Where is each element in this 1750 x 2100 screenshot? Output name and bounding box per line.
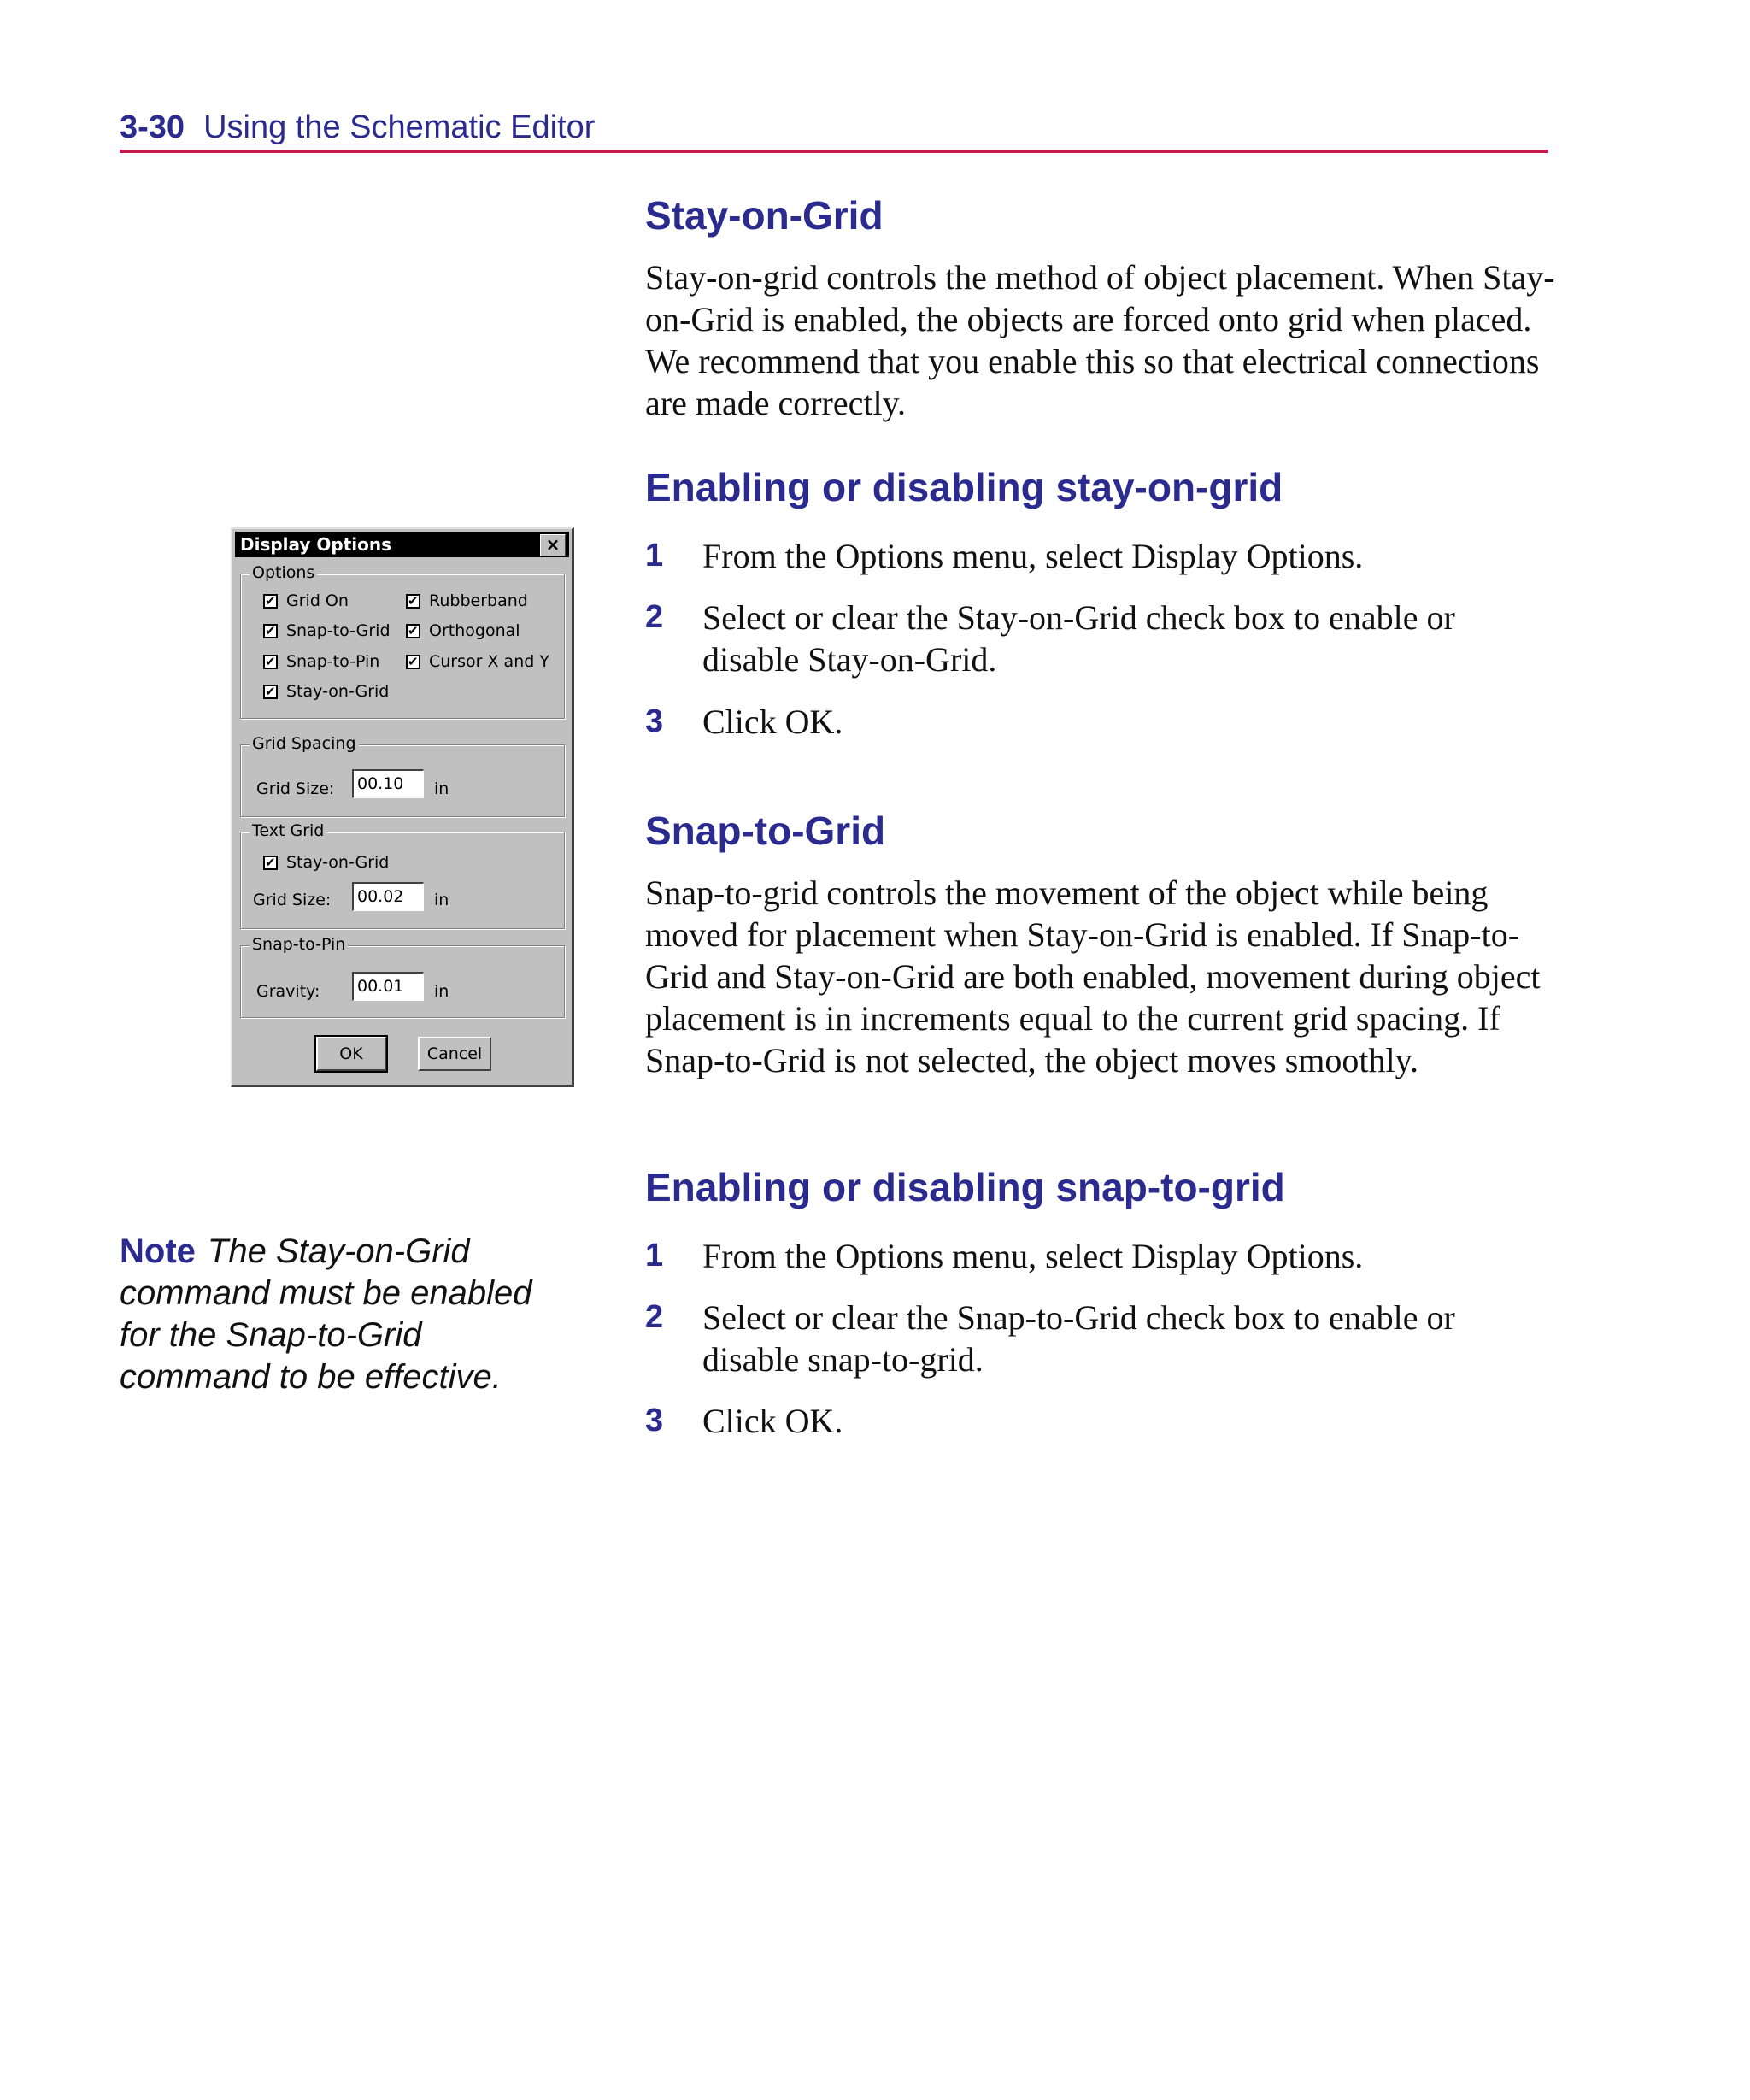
snap-to-grid-checkbox[interactable] — [263, 621, 391, 640]
step-text: From the Options menu, select Display Options. — [702, 1237, 1364, 1275]
dialog-titlebar — [235, 532, 569, 557]
side-note — [120, 1231, 581, 1398]
check-icon — [263, 856, 278, 870]
step-text: From the Options menu, select Display Options. — [702, 537, 1364, 575]
step-1 — [645, 1235, 1551, 1277]
check-icon — [263, 624, 278, 638]
gravity-input[interactable]: 00.01 — [352, 972, 424, 1001]
rubberband-checkbox[interactable] — [406, 591, 528, 610]
snap-to-pin-checkbox[interactable] — [263, 652, 379, 671]
step-number: 3 — [645, 1403, 664, 1438]
step-number: 1 — [645, 538, 664, 574]
check-icon — [263, 655, 278, 669]
checkbox-label: Rubberband — [429, 591, 528, 610]
display-options-dialog — [231, 527, 574, 1087]
step-text: Select or clear the Snap-to-Grid check box to enable or disable snap-to-grid. — [702, 1298, 1455, 1379]
orthogonal-checkbox[interactable] — [406, 621, 520, 640]
header-rule — [120, 150, 1548, 153]
text-grid-group — [240, 821, 565, 929]
heading-enable-snap-to-grid: Enabling or disabling snap-to-grid — [645, 1165, 1285, 1209]
heading-enable-stay-on-grid: Enabling or disabling stay-on-grid — [645, 465, 1283, 509]
gravity-label: Gravity: — [256, 982, 320, 1001]
grid-size-label: Grid Size: — [256, 779, 335, 798]
checkbox-label: Snap-to-Grid — [286, 621, 391, 640]
page-header — [120, 109, 595, 146]
note-label: Note — [120, 1232, 196, 1270]
grid-on-checkbox[interactable] — [263, 591, 349, 610]
step-2 — [645, 1297, 1551, 1380]
text-stay-on-grid-checkbox[interactable] — [263, 853, 389, 872]
text-grid-size-input[interactable]: 00.02 — [352, 882, 424, 911]
checkbox-label: Snap-to-Pin — [286, 652, 380, 671]
check-icon — [406, 624, 420, 638]
cancel-button[interactable]: Cancel — [418, 1037, 491, 1071]
step-2 — [645, 597, 1551, 680]
gravity-unit: in — [434, 982, 449, 1001]
check-icon — [406, 594, 420, 609]
step-number: 2 — [645, 599, 664, 635]
grid-spacing-legend: Grid Spacing — [250, 734, 359, 753]
snap-to-pin-group — [240, 935, 565, 1018]
checkbox-label: Cursor X and Y — [429, 652, 549, 671]
step-1 — [645, 535, 1551, 577]
step-number: 3 — [645, 703, 664, 739]
note-text: The Stay-on-Grid command must be enabled for the Snap-to-Grid command to be effective. — [120, 1232, 532, 1396]
stay-on-grid-checkbox[interactable] — [263, 682, 389, 701]
snap-to-pin-legend: Snap-to-Pin — [250, 935, 348, 954]
page-number: 3-30 — [120, 109, 185, 145]
chapter-title: Using the Schematic Editor — [203, 109, 596, 145]
checkbox-label: Orthogonal — [429, 621, 520, 640]
text-grid-legend: Text Grid — [250, 821, 326, 840]
step-3 — [645, 1400, 1551, 1442]
text-grid-size-label: Grid Size: — [253, 891, 332, 909]
step-3 — [645, 701, 1551, 743]
checkbox-label: Stay-on-Grid — [286, 682, 390, 701]
step-text: Click OK. — [702, 1402, 843, 1440]
text-grid-size-unit: in — [434, 891, 449, 909]
heading-stay-on-grid: Stay-on-Grid — [645, 193, 884, 238]
options-group — [240, 563, 565, 719]
step-text: Click OK. — [702, 703, 843, 741]
close-icon[interactable]: × — [540, 534, 566, 556]
checkbox-label: Stay-on-Grid — [286, 853, 390, 872]
grid-size-input[interactable]: 00.10 — [352, 769, 424, 798]
options-legend: Options — [250, 563, 317, 582]
check-icon — [263, 685, 278, 699]
grid-size-unit: in — [434, 779, 449, 798]
paragraph-snap-to-grid: Snap-to-grid controls the movement of the object while being moved for placement when Stay-on-Grid is enabled. If Snap-to-Grid and Stay-on-Grid are both enabled, movement during object placement is in increments equal to the current grid spacing. If Snap-to-Grid is not selected, the object moves smoothly. — [645, 874, 1541, 1079]
dialog-title: Display Options — [240, 534, 392, 555]
step-text: Select or clear the Stay-on-Grid check box to enable or disable Stay-on-Grid. — [702, 598, 1455, 679]
step-number: 1 — [645, 1238, 664, 1274]
checkbox-label: Grid On — [286, 591, 349, 610]
check-icon — [263, 594, 278, 609]
grid-spacing-group — [240, 734, 565, 817]
cursor-xy-checkbox[interactable] — [406, 652, 549, 671]
heading-snap-to-grid: Snap-to-Grid — [645, 809, 886, 853]
ok-button[interactable]: OK — [316, 1037, 386, 1071]
step-number: 2 — [645, 1299, 664, 1335]
check-icon — [406, 655, 420, 669]
paragraph-stay-on-grid: Stay-on-grid controls the method of object placement. When Stay-on-Grid is enabled, the objects are forced onto grid when placed. We recommend that you enable this so that electrical connections are made correctly. — [645, 258, 1555, 422]
